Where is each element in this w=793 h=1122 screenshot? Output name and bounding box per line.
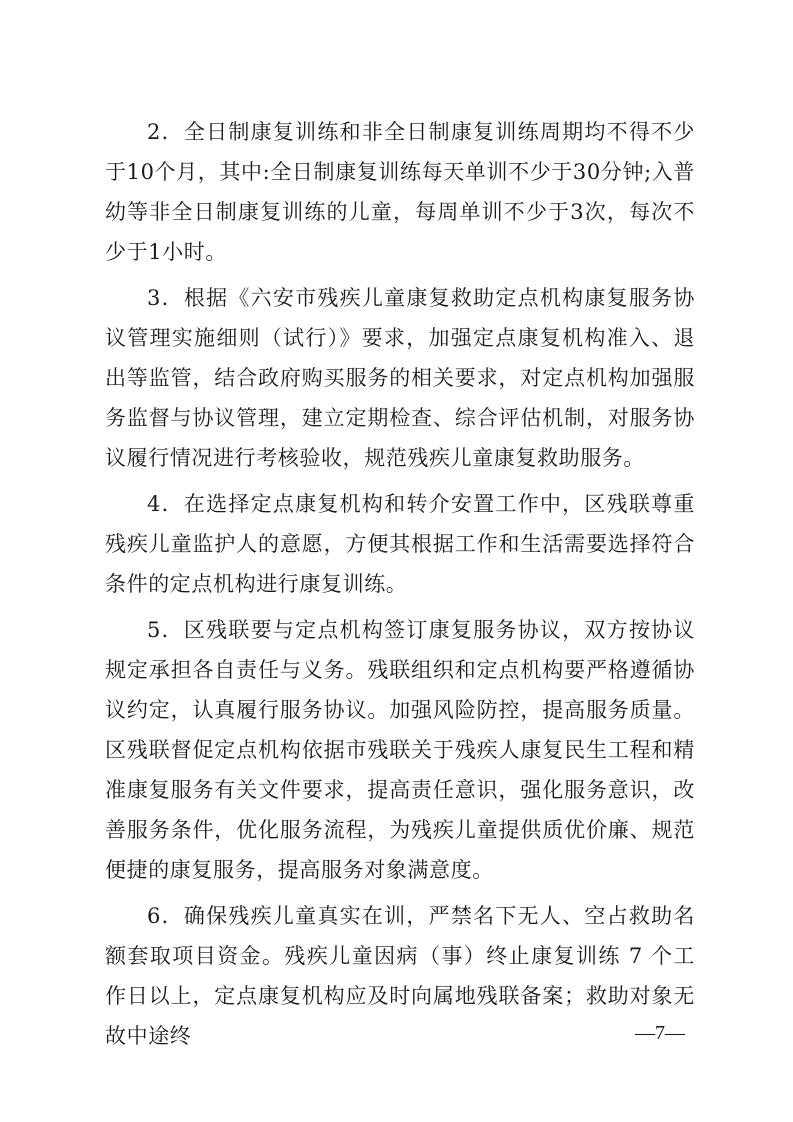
paragraph-4: 4．在选择定点康复机构和转介安置工作中，区残联尊重残疾儿童监护人的意愿，方便其根据工作和生活需要选择符合条件的定点机构进行康复训练。 (105, 492, 695, 596)
paragraph-2: 2．全日制康复训练和非全日制康复训练周期均不得不少于10个月，其中:全日制康复训练每天单训不少于30分钟;入普幼等非全日制康复训练的儿童，每周单训不少于3次，每次不少于1小时。 (105, 120, 695, 264)
page-number: —7— (635, 1022, 685, 1044)
paragraph-3: 3．根据《六安市残疾儿童康复救助定点机构康复服务协议管理实施细则（试行）》要求，加强定点康复机构准入、退出等监管，结合政府购买服务的相关要求，对定点机构加强服务监督与协议管理，建立定期检查、综合评估机制，对服务协议履行情况进行考核验收，规范残疾儿童康复救助服务。 (105, 286, 695, 470)
document-body (105, 112, 695, 1062)
paragraph-5: 5．区残联要与定点机构签订康复服务协议，双方按协议规定承担各自责任与义务。残联组织和定点机构要严格遵循协议约定，认真履行服务协议。加强风险防控，提高服务质量。区残联督促定点机构依据市残联关于残疾人康复民生工程和精准康复服务有关文件要求，提高责任意识，强化服务意识，改善服务条件，优化服务流程，为残疾儿童提供质优价廉、规范便捷的康复服务，提高服务对象满意度。 (105, 618, 695, 882)
paragraph-6: 6．确保残疾儿童真实在训，严禁名下无人、空占救助名额套取项目资金。残疾儿童因病（事）终止康复训练 7 个工作日以上，定点康复机构应及时向属地残联备案；救助对象无故中途终 (105, 904, 695, 1048)
